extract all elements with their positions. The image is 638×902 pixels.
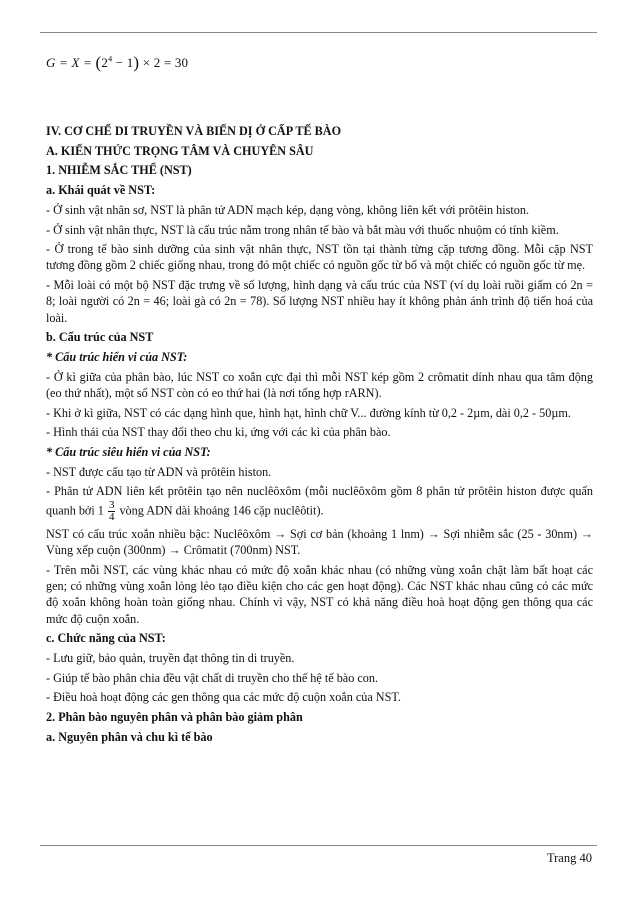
formula-line: $G = X = (2^4 - 1) \times 2 = 30$ — [46, 53, 189, 72]
subsection-heading: * Cấu trúc siêu hiển vi của NST: — [46, 444, 211, 459]
section-heading: b. Cấu trúc của NST — [46, 330, 154, 345]
paragraph-text: - Phân tử ADN liên kết prôtêin tạo nên nuclêôxôm (mỗi nuclêôxôm gồm 8 phân tử prôtêin histon được quấn quanh bởi 1 — [46, 484, 593, 517]
fraction — [108, 500, 116, 523]
page-number: Trang 40 — [546, 851, 592, 865]
section-heading: A. KIẾN THỨC TRỌNG TÂM VÀ CHUYÊN SÂU — [46, 143, 314, 158]
body-paragraph: - Giúp tế bào phân chia đều vật chất di truyền cho thế hệ tế bào con. — [46, 670, 378, 685]
formula-tail: − 1 — [115, 55, 134, 70]
section-heading: 1. NHIỄM SẮC THỂ (NST) — [46, 163, 192, 178]
section-heading: a. Nguyên phân và chu kì tế bào — [46, 729, 213, 744]
body-paragraph: - Ở kì giữa của phân bào, lúc NST co xoắn cực đại thì mỗi NST kép gồm 2 crômatit dính nhau qua tâm động (eo thứ nhất), một số NST còn có eo thứ hai (là nơi tổng hợp rARN). — [46, 369, 593, 400]
section-heading: a. Khái quát về NST: — [46, 183, 156, 198]
body-paragraph: - Ở sinh vật nhân sơ, NST là phân tử ADN mạch kép, dạng vòng, không liên kết với prôtêin histon. — [46, 202, 530, 217]
footer-rule — [40, 845, 597, 846]
body-paragraph: - Lưu giữ, bảo quản, truyền đạt thông tin di truyền. — [46, 650, 295, 665]
section-heading: IV. CƠ CHẾ DI TRUYỀN VÀ BIẾN DỊ Ở CẤP TẾ BÀO — [46, 124, 342, 138]
body-paragraph: - Ở sinh vật nhân thực, NST là cấu trúc nằm trong nhân tế bào và bắt màu với thuốc nhuộm có tính kiềm. — [46, 222, 559, 237]
body-paragraph: - Ở trong tế bào sinh dưỡng của sinh vật nhân thực, NST tồn tại thành từng cặp tương đồng. Mỗi cặp NST tương đồng gồm 2 chiếc giống nhau, trong đó một chiếc có nguồn gốc từ bố và một chiếc có nguồn gốc từ mẹ. — [46, 242, 593, 273]
body-paragraph: - NST được cấu tạo từ ADN và prôtêin histon. — [46, 464, 272, 479]
header-rule — [40, 32, 597, 33]
body-paragraph: - Mỗi loài có một bộ NST đặc trưng về số lượng, hình dạng và cấu trúc của NST (ví dụ loài ruồi giấm có 2n = 8; loài người có 2n = 46; loài gà có 2n = 78). Số lượng NST nhiều hay ít không phản ánh trình độ tiến hoá của loài. — [46, 278, 593, 325]
subsection-heading: * Cấu trúc hiển vi của NST: — [46, 349, 188, 364]
body-paragraph — [46, 483, 593, 522]
document-body — [46, 123, 593, 749]
body-paragraph: - Trên mỗi NST, các vùng khác nhau có mức độ xoắn khác nhau (có những vùng xoắn chặt làm bất hoạt các gen; có những vùng xoắn lỏng lẻo tạo điều kiện cho các gen hoạt động). Các NST khác nhau cũng có các mức độ xoắn không hoàn toàn giống nhau. Chính vì vậy, NST có khả năng điều hoà hoạt động gen thông qua các mức độ cuộn xoắn. — [46, 562, 593, 626]
formula-exponent: 4 — [108, 54, 113, 64]
fraction-numerator: 3 — [108, 498, 115, 511]
body-paragraph: - Điều hoà hoạt động các gen thông qua các mức độ cuộn xoắn của NST. — [46, 690, 401, 705]
formula-rest: × 2 = 30 — [142, 55, 189, 70]
section-heading: c. Chức năng của NST: — [46, 631, 166, 646]
formula-lhs: G = X = — [46, 55, 93, 70]
body-paragraph: - Khi ở kì giữa, NST có các dạng hình que, hình hạt, hình chữ V... đường kính từ 0,2 - 2µm, dài 0,2 - 50µm. — [46, 405, 571, 420]
fraction-denominator: 4 — [108, 510, 115, 523]
formula-base: 2 — [101, 55, 109, 70]
body-paragraph: - Hình thái của NST thay đổi theo chu kì, ứng với các kì của phân bào. — [46, 425, 391, 440]
section-heading: 2. Phân bào nguyên phân và phân bào giảm phân — [46, 710, 303, 725]
body-paragraph: NST có cấu trúc xoắn nhiều bậc: Nuclêôxôm → Sợi cơ bản (khoảng 1 lnm) → Sợi nhiễm sắc (25 - 30nm) → Vùng xếp cuộn (300nm) → Crômatit (700nm) NST. — [46, 527, 593, 558]
paragraph-text: vòng ADN dài khoảng 146 cặp nuclêôtit). — [119, 502, 324, 517]
